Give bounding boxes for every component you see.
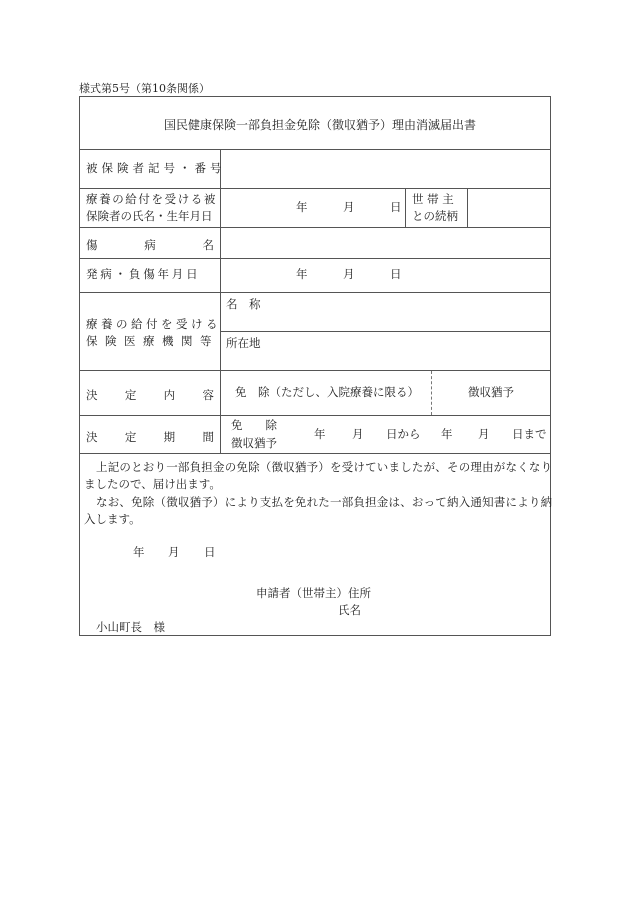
period-label-char: 期	[163, 430, 176, 444]
onset-label: 発病・負傷年月日	[86, 267, 201, 281]
institution-address-label: 所在地	[226, 336, 261, 350]
period-label	[86, 429, 214, 445]
disease-label	[86, 237, 214, 253]
decision-exempt-option[interactable]: 免 除（ただし、入院療養に限る）	[235, 385, 419, 399]
relation-label-line1: 世 帯 主	[412, 192, 454, 206]
onset-month: 月	[343, 267, 355, 281]
onset-day: 日	[390, 267, 402, 281]
decision-label-char: 決	[86, 388, 98, 402]
patient-birth-year: 年	[296, 200, 308, 214]
paragraph2-line2: 入します。	[84, 512, 141, 526]
insured-number-label: 被保険者記号・番号	[86, 161, 226, 175]
period-from-year: 年	[314, 427, 326, 441]
addressee: 小山町長 様	[96, 620, 165, 634]
submit-month: 月	[168, 545, 180, 559]
paragraph2-line1: なお、免除（徴収猶予）により支払を免れた一部負担金は、おって納入通知書により納	[96, 495, 553, 509]
relation-field[interactable]	[468, 189, 551, 227]
onset-year: 年	[296, 267, 308, 281]
form-table	[79, 96, 551, 636]
period-to-month: 月	[478, 427, 490, 441]
disease-field[interactable]	[221, 228, 551, 258]
applicant-name-label: 氏名	[338, 603, 361, 617]
paragraph1-line2: ましたので、届け出ます。	[84, 477, 221, 491]
period-defer-option[interactable]: 徴収猶予	[231, 436, 277, 450]
patient-label-line1: 療養の給付を受ける被	[86, 192, 217, 206]
disease-label-char: 傷	[86, 238, 98, 252]
disease-label-char: 名	[202, 238, 214, 252]
patient-birth-month: 月	[343, 200, 355, 214]
applicant-address-label: 申請者（世帯主）住所	[256, 586, 371, 600]
insured-number-field[interactable]	[221, 150, 551, 188]
period-exempt-option[interactable]: 免 除	[231, 418, 277, 432]
period-to-day: 日まで	[512, 427, 547, 441]
decision-label-char: 定	[124, 388, 137, 402]
institution-label-line2: 保険医療機関等	[86, 334, 219, 348]
form-number: 様式第5号（第10条関係）	[79, 82, 210, 95]
period-from-month: 月	[352, 427, 364, 441]
decision-label	[86, 387, 214, 403]
submit-year: 年	[133, 545, 145, 559]
patient-label-line2: 保険者の氏名・生年月日	[86, 209, 213, 223]
decision-label-char: 内	[163, 388, 176, 402]
period-to-year: 年	[441, 427, 453, 441]
period-label-char: 決	[86, 430, 98, 444]
form-title: 国民健康保険一部負担金免除（徴収猶予）理由消滅届出書	[164, 118, 477, 132]
period-label-char: 間	[202, 430, 214, 444]
patient-birth-day: 日	[390, 200, 402, 214]
disease-label-char: 病	[144, 238, 156, 252]
period-label-char: 定	[124, 430, 137, 444]
period-from-day: 日から	[386, 427, 421, 441]
institution-name-label: 名 称	[226, 297, 261, 311]
institution-label-line1: 療養の給付を受ける	[86, 317, 221, 331]
submit-day: 日	[204, 545, 216, 559]
decision-defer-option[interactable]: 徴収猶予	[468, 385, 514, 399]
relation-label-line2: との続柄	[412, 209, 458, 223]
decision-label-char: 容	[202, 388, 214, 402]
paragraph1-line1: 上記のとおり一部負担金の免除（徴収猶予）を受けていましたが、その理由がなくなり	[96, 460, 553, 474]
